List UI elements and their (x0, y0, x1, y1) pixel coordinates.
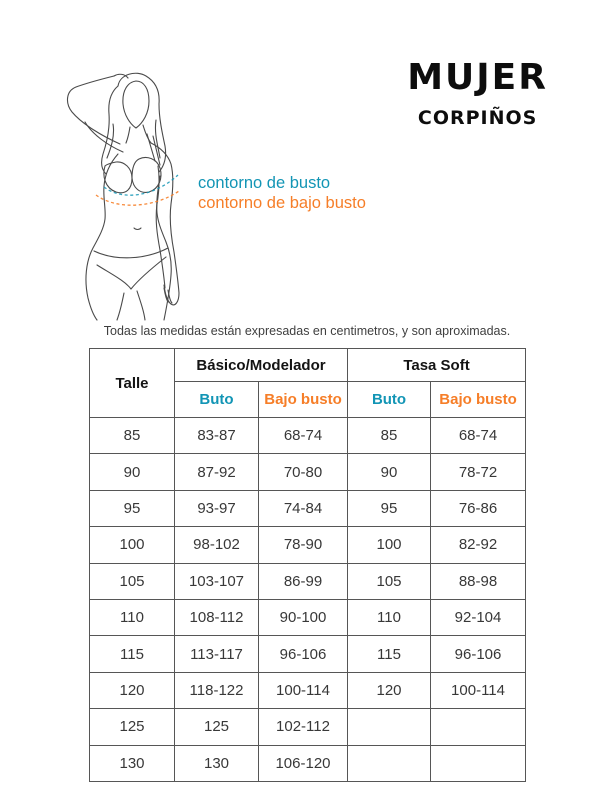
table-cell: 120 (90, 672, 175, 708)
table-row (90, 418, 526, 454)
size-table-header (90, 349, 526, 418)
table-cell: 100 (90, 527, 175, 563)
bust-contour-label: contorno de busto (198, 174, 331, 192)
size-table-body (90, 418, 526, 782)
table-cell: 125 (90, 709, 175, 745)
table-cell (348, 709, 431, 745)
woman-line-art-svg (60, 62, 210, 322)
measure-labels (198, 174, 366, 213)
table-cell: 85 (348, 418, 431, 454)
table-cell (431, 709, 526, 745)
table-row (90, 709, 526, 745)
subheader-ts-bajo-busto: Bajo busto (431, 382, 526, 418)
table-row (90, 563, 526, 599)
table-row (90, 454, 526, 490)
table-cell: 90 (348, 454, 431, 490)
size-table (89, 348, 526, 782)
table-cell: 78-90 (259, 527, 348, 563)
table-cell: 115 (348, 636, 431, 672)
subheader-bm-bajo-busto: Bajo busto (259, 382, 348, 418)
table-cell (348, 745, 431, 781)
table-cell: 110 (348, 599, 431, 635)
table-cell: 83-87 (175, 418, 259, 454)
table-row (90, 745, 526, 781)
table-cell: 68-74 (259, 418, 348, 454)
table-cell (431, 745, 526, 781)
table-row (90, 636, 526, 672)
subheader-bm-busto: Buto (175, 382, 259, 418)
table-cell: 78-72 (431, 454, 526, 490)
table-cell: 85 (90, 418, 175, 454)
woman-figure-illustration (60, 62, 210, 322)
column-header-talle: Talle (90, 349, 175, 418)
underbust-measure-line (96, 191, 179, 205)
group-header-tasa-soft: Tasa Soft (348, 349, 526, 382)
group-header-basico-modelador: Básico/Modelador (175, 349, 348, 382)
table-cell: 118-122 (175, 672, 259, 708)
table-cell: 100 (348, 527, 431, 563)
table-cell: 68-74 (431, 418, 526, 454)
table-cell: 90 (90, 454, 175, 490)
table-cell: 76-86 (431, 490, 526, 526)
page-header (407, 57, 548, 129)
table-cell: 90-100 (259, 599, 348, 635)
table-cell: 93-97 (175, 490, 259, 526)
table-row (90, 599, 526, 635)
table-cell: 130 (175, 745, 259, 781)
table-row (90, 527, 526, 563)
table-cell: 102-112 (259, 709, 348, 745)
table-cell: 110 (90, 599, 175, 635)
table-cell: 96-106 (431, 636, 526, 672)
table-cell: 120 (348, 672, 431, 708)
table-cell: 82-92 (431, 527, 526, 563)
subheader-ts-busto: Buto (348, 382, 431, 418)
table-cell: 100-114 (431, 672, 526, 708)
table-cell: 105 (90, 563, 175, 599)
table-cell: 130 (90, 745, 175, 781)
table-cell: 95 (90, 490, 175, 526)
table-cell: 98-102 (175, 527, 259, 563)
table-cell: 87-92 (175, 454, 259, 490)
underbust-contour-label: contorno de bajo busto (198, 193, 366, 212)
table-row (90, 672, 526, 708)
table-cell: 86-99 (259, 563, 348, 599)
table-cell: 105 (348, 563, 431, 599)
table-cell: 92-104 (431, 599, 526, 635)
table-cell: 125 (175, 709, 259, 745)
page-title: MUJER (407, 57, 548, 98)
table-cell: 108-112 (175, 599, 259, 635)
table-cell: 115 (90, 636, 175, 672)
table-cell: 106-120 (259, 745, 348, 781)
measurements-note: Todas las medidas están expresadas en centimetros, y son aproximadas. (103, 324, 511, 338)
table-cell: 95 (348, 490, 431, 526)
table-cell: 70-80 (259, 454, 348, 490)
table-cell: 88-98 (431, 563, 526, 599)
table-cell: 103-107 (175, 563, 259, 599)
table-cell: 113-117 (175, 636, 259, 672)
table-cell: 74-84 (259, 490, 348, 526)
table-cell: 100-114 (259, 672, 348, 708)
table-cell: 96-106 (259, 636, 348, 672)
page-subtitle: CORPIÑOS (417, 107, 538, 129)
table-row (90, 490, 526, 526)
